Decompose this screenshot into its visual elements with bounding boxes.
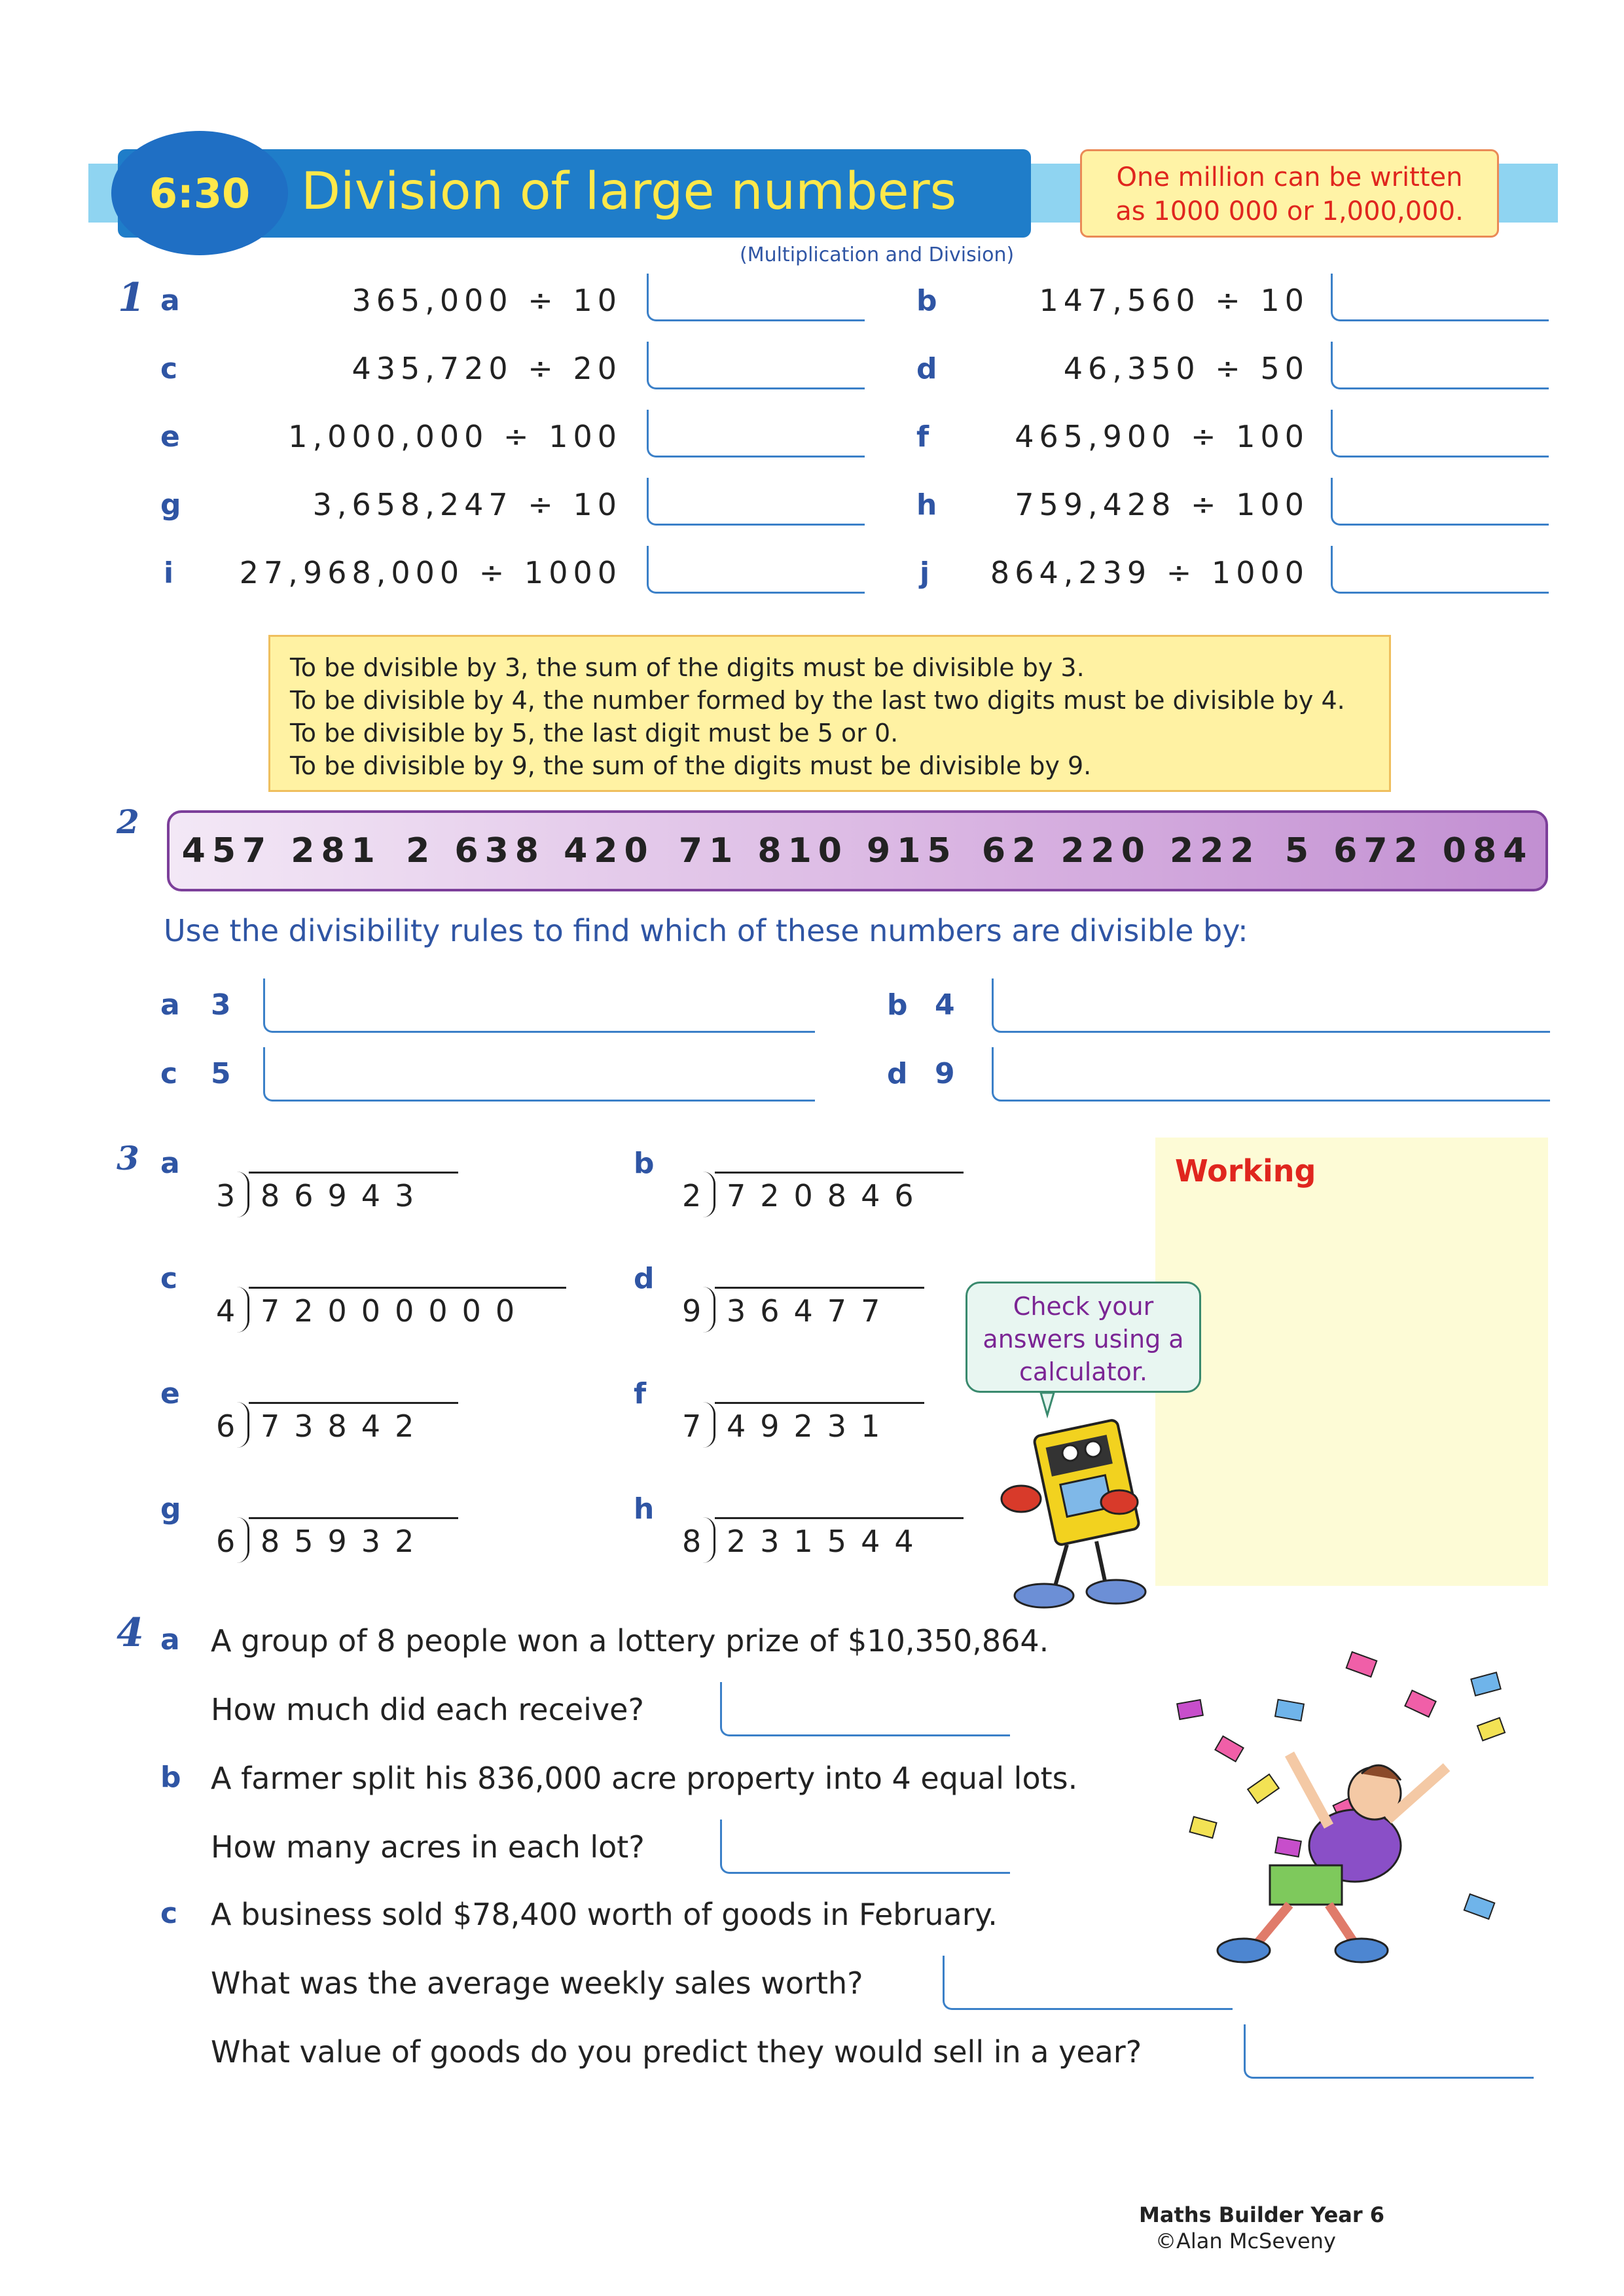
q4a-answer-box[interactable] [720,1682,1010,1736]
number-4: 62 220 222 [981,831,1261,870]
q1-item-expression: 365,000 ÷ 10 [352,283,622,318]
speech-bubble [965,1282,1201,1393]
q1-item-label: h [916,488,937,522]
division-bracket [237,1287,249,1333]
question-2-number: 2 [117,802,139,841]
q2-instruction: Use the divisibility rules to find which of these numbers are divisible by: [164,913,1248,948]
q4-label-b: b [160,1761,181,1794]
q1-item-expression: 465,900 ÷ 100 [1015,419,1309,454]
q2-part-label: a [160,988,180,1022]
q1-item-expression: 3,658,247 ÷ 10 [312,487,622,522]
q1-item-expression: 759,428 ÷ 100 [1015,487,1309,522]
q1-item-label: j [920,556,930,590]
q3-divisor-a: 3 [216,1178,250,1213]
division-bracket [703,1287,715,1333]
number-2: 2 638 420 [406,831,655,870]
q1-answer-box-b[interactable] [1331,274,1549,321]
q4c-weekly-answer-box[interactable] [943,1956,1233,2010]
q1-answer-box-f[interactable] [1331,410,1549,457]
q4c-year-answer-box[interactable] [1244,2024,1534,2079]
q4-label-c: c [160,1897,178,1930]
working-area[interactable] [1155,1138,1548,1586]
q3-divisor-d: 9 [682,1293,716,1329]
q3-dividend-g: 85932 [261,1524,429,1559]
q1-answer-box-j[interactable] [1331,546,1549,594]
q4a-prompt: How much did each receive? [211,1692,644,1727]
q1-item-label: g [160,488,181,522]
question-1-number: 1 [118,275,145,321]
q2-answer-box-c[interactable] [263,1047,815,1102]
q3-dividend-e: 73842 [261,1408,429,1444]
q3-divisor-e: 6 [216,1408,250,1444]
speech-line-1: Check your [1013,1292,1154,1321]
page-subtitle: (Multiplication and Division) [740,243,1015,266]
q1-item-expression: 1,000,000 ÷ 100 [288,419,622,454]
q2-answer-box-d[interactable] [992,1047,1550,1102]
division-bar [715,1402,924,1404]
lottery-winner-illustration [1165,1649,1532,1964]
section-badge [111,131,288,255]
q2-part-label: d [887,1057,908,1090]
division-bar [715,1172,964,1174]
q3-item-label-a: a [160,1147,180,1180]
q1-item-label: i [164,556,174,590]
q1-answer-box-i[interactable] [647,546,865,594]
q1-item-expression: 864,239 ÷ 1000 [990,555,1309,590]
q3-dividend-f: 49231 [727,1408,895,1444]
rule-5: To be divisible by 5, the last digit must be 5 or 0. [290,719,899,747]
q2-part-label: b [887,988,908,1022]
q3-divisor-h: 8 [682,1524,716,1559]
q1-answer-box-e[interactable] [647,410,865,457]
division-bracket [703,1172,715,1217]
q1-answer-box-g[interactable] [647,478,865,526]
division-bar [715,1517,964,1519]
division-bracket [237,1402,249,1448]
q2-divisor: 3 [211,988,231,1022]
q4a-question: A group of 8 people won a lottery prize of $10,350,864. [211,1623,1049,1659]
info-box [1080,149,1499,238]
q1-item-expression: 46,350 ÷ 50 [1063,351,1309,386]
rule-9: To be divisible by 9, the sum of the digits must be divisible by 9. [290,751,1092,780]
division-bracket [703,1402,715,1448]
q1-item-label: a [160,284,180,317]
q1-item-label: e [160,420,180,454]
q2-divisor: 9 [935,1057,955,1090]
q1-answer-box-d[interactable] [1331,342,1549,389]
q2-part-label: c [160,1057,178,1090]
q3-item-label-h: h [634,1492,655,1526]
division-bar [249,1402,458,1404]
question-4-number: 4 [117,1610,144,1656]
q1-answer-box-h[interactable] [1331,478,1549,526]
question-3-number: 3 [117,1139,139,1177]
q1-answer-box-c[interactable] [647,342,865,389]
q4b-question: A farmer split his 836,000 acre property into 4 equal lots. [211,1761,1078,1796]
q3-dividend-c: 72000000 [261,1293,530,1329]
divisibility-rules-box [268,635,1391,792]
info-line-2: as 1000 000 or 1,000,000. [1115,196,1464,226]
section-number: 6:30 [149,169,251,217]
q1-item-expression: 27,968,000 ÷ 1000 [239,555,622,590]
q1-item-label: c [160,352,178,386]
q2-divisor: 4 [935,988,955,1022]
q3-divisor-g: 6 [216,1524,250,1559]
q2-answer-box-a[interactable] [263,978,815,1033]
q2-divisor: 5 [211,1057,231,1090]
footer-copyright: ©Alan McSeveny [1155,2229,1336,2253]
q3-item-label-d: d [634,1262,655,1295]
q3-item-label-g: g [160,1492,181,1526]
number-3: 71 810 915 [678,831,958,870]
footer-book-title: Maths Builder Year 6 [1139,2202,1385,2227]
q3-item-label-e: e [160,1377,180,1410]
division-bar [249,1287,566,1289]
calculator-character-illustration [982,1388,1191,1623]
q3-divisor-c: 4 [216,1293,250,1329]
division-bracket [237,1172,249,1217]
number-1: 457 281 [181,831,382,870]
q1-item-label: f [916,420,929,454]
q4-label-a: a [160,1623,180,1657]
q3-item-label-c: c [160,1262,178,1295]
q1-item-label: b [916,284,937,317]
q3-dividend-a: 86943 [261,1178,429,1213]
division-bracket [237,1517,249,1563]
q1-item-label: d [916,352,937,386]
q3-item-label-b: b [634,1147,655,1180]
q1-answer-box-a[interactable] [647,274,865,321]
q1-item-expression: 147,560 ÷ 10 [1039,283,1309,318]
info-line-1: One million can be written [1116,162,1463,192]
working-label: Working [1175,1153,1316,1189]
numbers-band [167,810,1548,891]
speech-line-2: answers using a [983,1325,1184,1354]
rule-4: To be divisible by 4, the number formed by the last two digits must be divisible by 4. [290,686,1345,715]
division-bracket [703,1517,715,1563]
q4c-prompt-year: What value of goods do you predict they would sell in a year? [211,2034,1142,2070]
division-bar [715,1287,924,1289]
q4b-answer-box[interactable] [720,1820,1010,1874]
q1-item-expression: 435,720 ÷ 20 [352,351,622,386]
division-bar [249,1517,458,1519]
page-title: Division of large numbers [301,162,957,221]
division-bar [249,1172,458,1174]
q3-dividend-b: 720846 [727,1178,928,1213]
number-5: 5 672 084 [1284,831,1534,870]
q3-dividend-h: 231544 [727,1524,928,1559]
q3-item-label-f: f [634,1377,647,1410]
q3-divisor-b: 2 [682,1178,716,1213]
q3-dividend-d: 36477 [727,1293,895,1329]
q4c-prompt-weekly: What was the average weekly sales worth? [211,1965,863,2001]
q3-divisor-f: 7 [682,1408,716,1444]
q4b-prompt: How many acres in each lot? [211,1829,645,1865]
q4c-question: A business sold $78,400 worth of goods in February. [211,1897,998,1932]
rule-3: To be dvisible by 3, the sum of the digits must be divisible by 3. [290,653,1085,682]
q2-answer-box-b[interactable] [992,978,1550,1033]
speech-line-3: calculator. [1019,1357,1147,1386]
